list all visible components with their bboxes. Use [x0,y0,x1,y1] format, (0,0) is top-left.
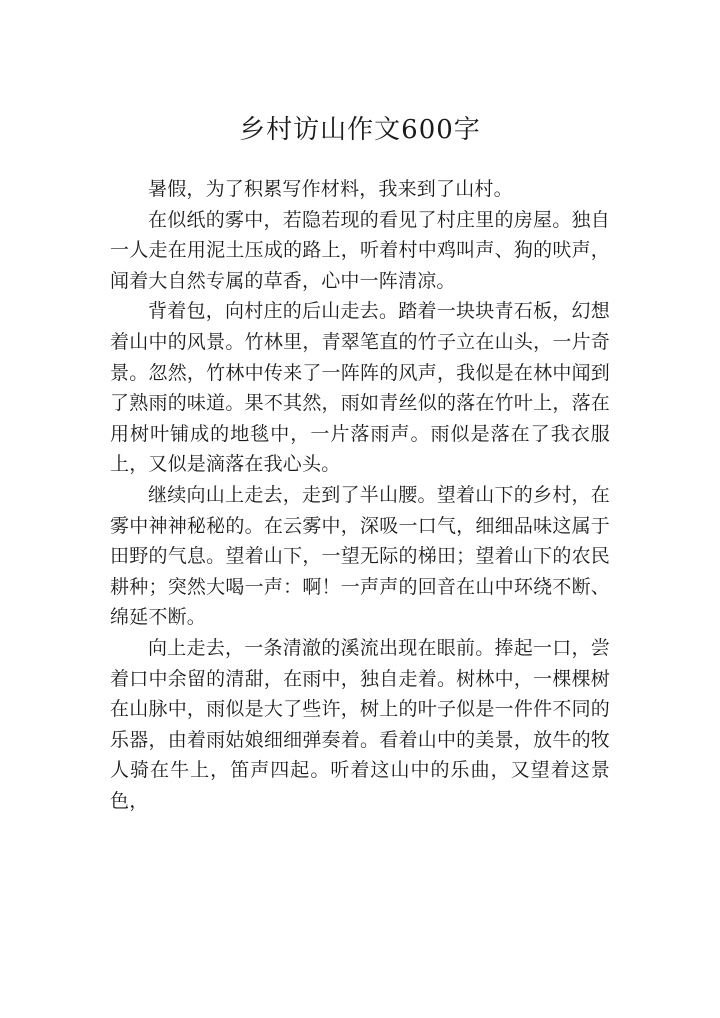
page-title: 乡村访山作文600字 [239,115,481,145]
article-body [110,174,610,816]
paragraph-3: 背着包，向村庄的后山走去。踏着一块块青石板，幻想着山中的风景。竹林里，青翠笔直的竹子立在山头，一片奇景。忽然，竹林中传来了一阵阵的风声，我似是在林中闻到了熟雨的味道。果不其然，雨如青丝似的落在竹叶上，落在用树叶铺成的地毯中，一片落雨声。雨似是落在了我衣服上，又似是滴落在我心头。 [110,300,610,476]
paragraph-5: 向上走去，一条清澈的溪流出现在眼前。捧起一口，尝着口中余留的清甜，在雨中，独自走着。树林中，一棵棵树在山脉中，雨似是大了些许，树上的叶子似是一件件不同的乐器，由着雨姑娘细细弹奏着。看着山中的美景，放牛的牧人骑在牛上，笛声四起。听着这山中的乐曲，又望着这景色， [110,636,610,812]
paragraph-2: 在似纸的雾中，若隐若现的看见了村庄里的房屋。独自一人走在用泥土压成的路上，听着村中鸡叫声、狗的吠声，闻着大自然专属的草香，心中一阵清凉。 [110,208,610,292]
paragraph-1: 暑假，为了积累写作材料，我来到了山村。 [148,178,513,200]
paragraph-4: 继续向山上走去，走到了半山腰。望着山下的乡村，在雾中神神秘秘的。在云雾中，深吸一口气，细细品味这属于田野的气息。望着山下，一望无际的梯田；望着山下的农民耕种；突然大喝一声：啊！一声声的回音在山中环绕不断、绵延不断。 [110,483,610,629]
